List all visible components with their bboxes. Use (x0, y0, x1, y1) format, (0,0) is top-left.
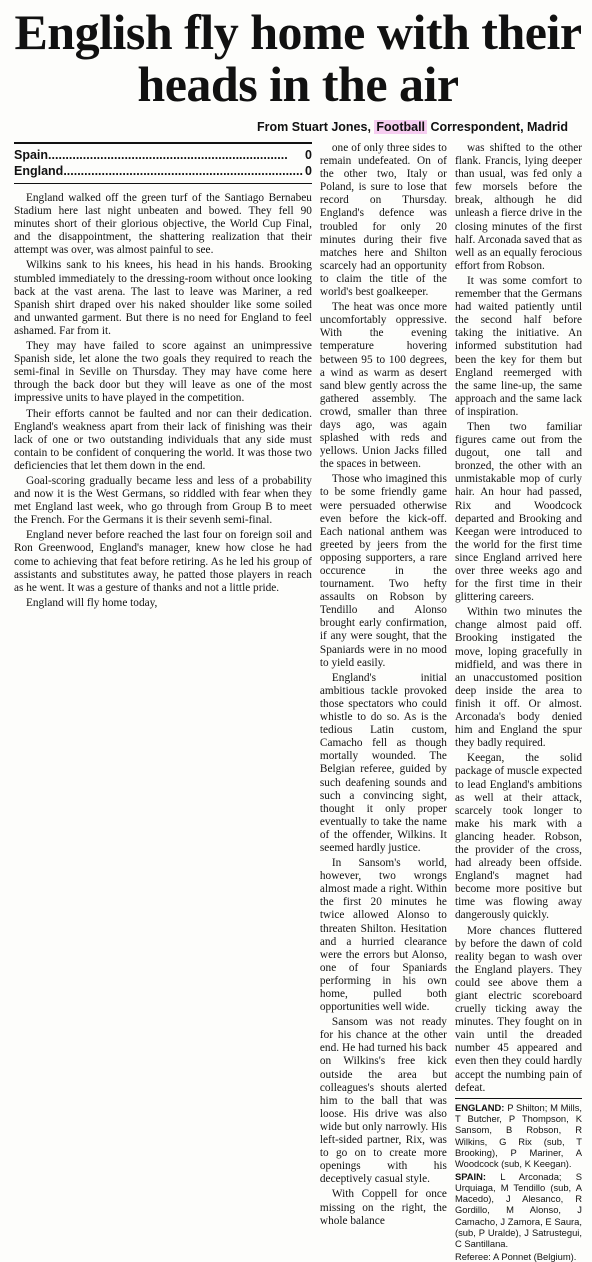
article-paragraph: They may have failed to score against an unimpressive Spanish side, let alone the two goals they required to reach the semi-final in Seville on Thursday. They may have come here through the back door but they will leave as one of the most impressive units to have played in the competition. (14, 340, 312, 405)
article-paragraph: Sansom was not ready for his chance at the other end. He had turned his back on Wilkins's free kick outside the area but colleagues's shouts alerted him to the ball that was loose. His drive was also wide but only narrowly. His left-sided partner, Rix, was to go on to create more openings with his deceptively casual style. (319, 1016, 447, 1186)
article-paragraph: More chances fluttered by before the dawn of cold reality began to wash over the England players. They could see above them a giant electric scoreboard cruelly ticking away the minutes. They fought on in vain until the dreaded number 45 appeared and even then they could hardly accept the numbing pain of defeat. (454, 924, 582, 1094)
byline (14, 120, 568, 134)
lineup-players: L Arconada; S Urquiaga, M Tendillo (sub, A Macedo), J Alesanco, R Gordillo, M Alonso, J Camacho, J Zamora, E Saura, (sub, P Uralde), J Satrustegui, C Santillana. (454, 1170, 582, 1250)
article-paragraph: England never before reached the last four on foreign soil and Ron Greenwood, England's manager, knew how close he had come to achieving that feat before retiring. As he led his group of assistants and substitutes away, he patted those players in reach as he went. It was a gesture of thanks and not a little pride. (14, 529, 312, 594)
score-team: Spain (14, 148, 49, 162)
score-value: 0 (304, 148, 312, 162)
lineup-team-label: ENGLAND: (454, 1101, 505, 1113)
article-column-2 (319, 142, 447, 1227)
score-row-england (14, 163, 312, 179)
article-paragraph: Their efforts cannot be faulted and nor can their dedication. England's weakness apart from their lack of finishing was their lack of one or two outstanding individuals that any side must contain to be confident of conquering the world. It was those two deficiencies that let them down in the end. (14, 407, 312, 472)
score-value: 0 (304, 164, 312, 178)
byline-prefix: From Stuart Jones, (257, 120, 375, 134)
lineup-entry (455, 1171, 582, 1250)
article-paragraph: one of only three sides to remain undefeated. On of the other two, Italy or Poland, is sure to lose that record on Thursday. England's defence was troubled for only 20 minutes during their five matches here and Shilton scarcely had an opportunity to claim the title of the world's best goalkeeper. (319, 142, 447, 299)
article-paragraph: Those who imagined this to be some friendly game were persuaded otherwise even before the kick-off. Each national anthem was greeted by jeers from the opposing supporters, a rare occurence in the tournament. Two hefty assaults on Robson by Tendillo and Alonso brought early confirmation, if any were sought, that the Spaniards were in no mood to yield easily. (319, 473, 447, 669)
score-box (14, 142, 312, 184)
team-lineups (455, 1098, 582, 1262)
article-column-3 (454, 142, 582, 1262)
byline-highlight: Football (376, 120, 426, 134)
article-paragraph: Within two minutes the change almost paid off. Brooking instigated the move, loping gracefully in midfield, and was there in an unaccustomed position deep inside the area to finish it off. Or almost. Arconada's body denied him and England the spur they badly required. (454, 606, 582, 750)
article-paragraph: England's initial ambitious tackle provoked those spectators who could whistle to do so. As is the tedious Latin custom, Camacho fell as though mortally wounded. The Belgian referee, guided by such deafening sounds and such a convincing sight, thought it only proper eventually to take the name of the offender, Wilkins. It seemed hardly justice. (319, 671, 447, 854)
headline: English fly home with their heads in the air (14, 4, 582, 112)
article-paragraph: England walked off the green turf of the Santiago Bernabeu Stadium here last night unbeaten and bowed. They fell 90 minutes short of their glorious objective, the World Cup Final, and the disappointment, the shattering realization that their attempt was over, was almost painful to see. (14, 192, 312, 257)
article-paragraph: Wilkins sank to his knees, his head in his hands. Brooking stumbled immediately to the dressing-room without once looking back at the vast arena. The last to leave was Mariner, a red Spanish shirt draped over his naked shoulder like some soiled and unwanted garment. But there is no need for England to feel ashamed. Far from it. (14, 259, 312, 337)
article-paragraph: Keegan, the solid package of muscle expected to lead England's ambitions as well at their attack, scarcely took longer to make his mark with a glancing header. Robson, the provider of the cross, had already been offside. England's magnet had become more positive but time was flowing away dangerously quickly. (454, 752, 582, 922)
score-row-spain (14, 147, 312, 163)
byline-suffix: Correspondent, Madrid (427, 120, 568, 134)
article-column-1 (14, 142, 312, 894)
article-paragraph: The heat was once more uncomfortably oppressive. With the evening temperature hovering between 95 to 100 degrees, a wind as warm as desert sand blew gently across the gathered assembly. The crowd, smaller than three days ago, was again splashed with reds and yellows. Union Jacks filled the spaces in between. (319, 301, 447, 471)
article-paragraph: In Sansom's world, however, two wrongs almost made a right. Within the first 20 minutes he twice allowed Alonso to threaten Shilton. Hesitation and a hurried clearance were the errors but Alonso, one of four Spaniards performing in his own home, pulled both opportunities well wide. (319, 857, 447, 1014)
lineup-entry (455, 1251, 582, 1262)
article-paragraph: It was some comfort to remember that the Germans had waited patiently until the second half before taking the initiative. An informed substitution had been the key for them but England reemerged with the same line-up, the same approach and the same lack of inspiration. (454, 274, 582, 418)
lineup-players: Referee: A Ponnet (Belgium). (454, 1250, 577, 1262)
lineup-players: P Shilton; M Mills, T Butcher, P Thompson, K Sansom, B Robson, R Wilkins, G Rix (sub, T Brooking), P Mariner, A Woodcock (sub, K Keegan). (454, 1101, 582, 1170)
article-column-3-body (455, 142, 582, 1095)
article-paragraph: With Coppell for once missing on the right, the whole balance (319, 1188, 447, 1227)
score-team: England (14, 164, 64, 178)
score-leader-dots (63, 163, 303, 179)
article-columns (14, 142, 582, 1262)
lineup-team-label: SPAIN: (454, 1170, 487, 1182)
score-leader-dots (48, 147, 303, 163)
article-paragraph: Goal-scoring gradually became less and less of a probability and now it is the West Germans, so riddled with fear when they met England last week, who go through from Group B to meet the French. For the Germans it is their sevenh semi-final. (14, 474, 312, 527)
lineup-entry (455, 1102, 582, 1170)
article-paragraph: England will fly home today, (26, 596, 158, 609)
article-paragraph: was shifted to the other flank. Francis, lying deeper than usual, was fed only a few morsels before the break, although he did unleash a fierce drive in the closing minutes of the first half. Arconada saved that as well as an equally ferocious effort from Robson. (454, 142, 582, 272)
article-paragraph: Then two familiar figures came out from the dugout, one tall and bronzed, the other with an unmistakable mop of curly hair. An hour had passed, Rix and Woodcock departed and Brooking and Keegan were introduced to the world for the first time since England arrived here over three weeks ago and for the first time in their glittering careers. (454, 420, 582, 604)
